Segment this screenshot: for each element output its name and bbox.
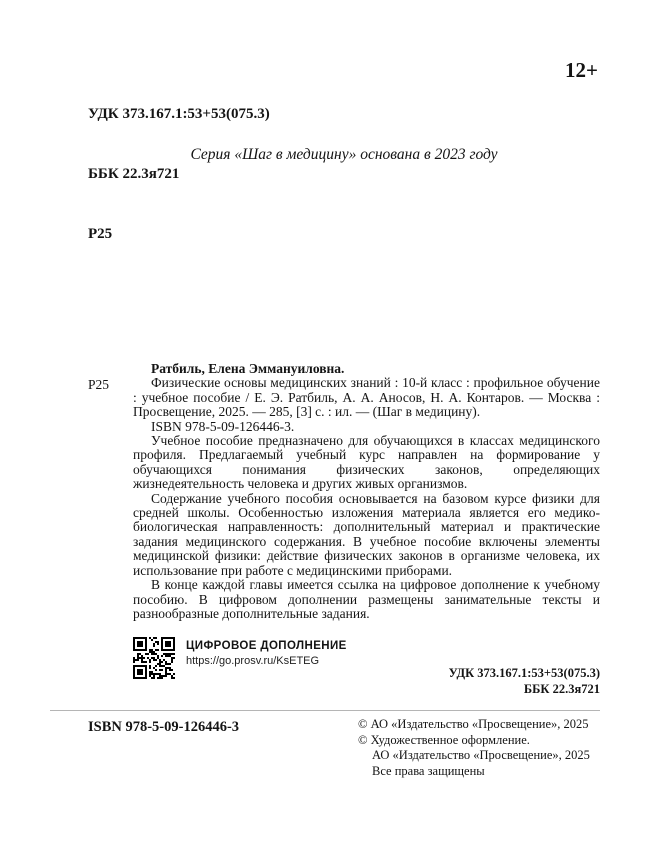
digital-supplement-texts — [186, 637, 347, 667]
udk-code: УДК 373.167.1:53+53(075.3) — [88, 106, 270, 122]
annotation-paragraph: Учебное пособие предназначено для обучающихся в классах медицинского профиля. Предлагаемый учебный курс направлен на формирование у обучающихся понимания физических законов, определяющих жизнедеятельность человека и других живых организмов. — [133, 433, 600, 492]
imprint-bbk-code: ББК 22.3я721 — [523, 681, 600, 696]
divider-line — [50, 710, 600, 711]
copyright-line: © АО «Издательство «Просвещение», 2025 — [358, 717, 589, 731]
annotation-paragraph: Содержание учебного пособия основывается на базовом курсе физики для средней школы. Особенностью изложения материала является его медико-биологическая направленность: дополнительный материал и практические задания медицинского содержания. В учебное пособие включены элементы медицинской физики: действие физических законов в организме человека, их использование при работе с медицинскими приборами. — [133, 490, 600, 578]
footer-isbn: ISBN 978-5-09-126446-3 — [88, 719, 240, 735]
annotation-paragraph: В конце каждой главы имеется ссылка на цифровое дополнение к учебному пособию. В цифровом дополнении размещены занимательные тексты и разнообразные дополнительные задания. — [133, 577, 600, 621]
digital-supplement-block — [133, 637, 347, 679]
catalog-isbn-line: ISBN 978-5-09-126446-3. — [151, 418, 295, 434]
copyright-line: Все права защищены — [372, 763, 485, 778]
catalog-margin-code: Р25 — [88, 376, 110, 392]
copyright-line: © Художественное оформление. — [358, 732, 530, 747]
bibliographic-description: Физические основы медицинских знаний : 10-й класс : профильное обучение : учебное пособие / Е. Э. Ратбиль, А. А. Аносов, Н. А. Контаров. — Москва : Просвещение, 2025. — 285, [3] с. : ил. — (Шаг в медицину). — [133, 375, 600, 420]
digital-supplement-label: ЦИФРОВОЕ ДОПОЛНЕНИЕ — [186, 640, 347, 652]
imprint-udk-code: УДК 373.167.1:53+53(075.3) — [448, 666, 600, 680]
bbk-code: ББК 22.3я721 — [88, 166, 180, 182]
author-sign-code: Р25 — [88, 226, 113, 242]
top-codes-block — [88, 64, 270, 284]
qr-code-icon — [133, 637, 175, 679]
catalog-card — [88, 362, 600, 621]
digital-supplement-url: https://go.prosv.ru/KsETEG — [186, 655, 320, 667]
series-note: Серия «Шаг в медицину» основана в 2023 году — [190, 146, 498, 163]
copyright-block — [358, 717, 590, 779]
imprint-codes-block — [449, 666, 600, 697]
catalog-text — [133, 362, 600, 621]
author-heading: Ратбиль, Елена Эммануиловна. — [151, 361, 345, 376]
age-rating-badge: 12+ — [565, 58, 598, 82]
copyright-line: АО «Издательство «Просвещение», 2025 — [372, 748, 590, 762]
